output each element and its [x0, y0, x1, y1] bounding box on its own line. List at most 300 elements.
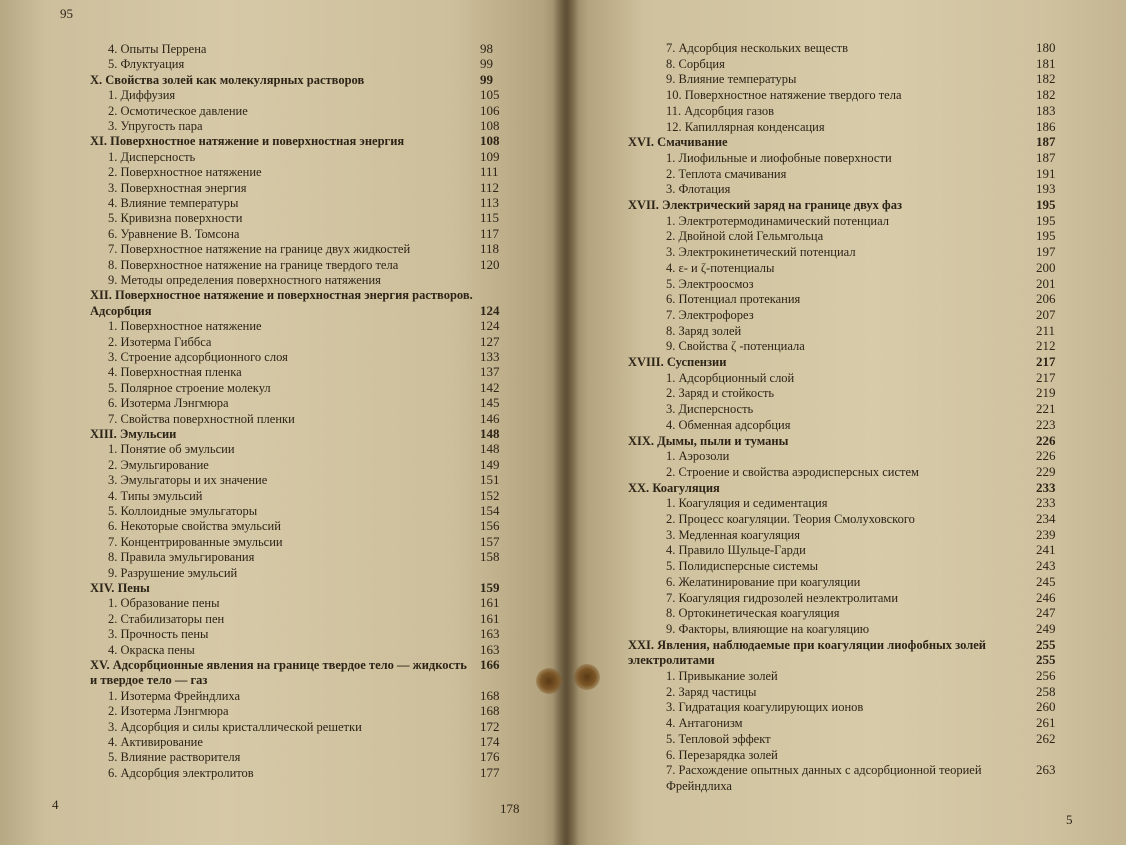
toc-entry-title — [108, 149, 199, 165]
toc-entry — [666, 668, 1056, 684]
toc-entry-text: Понятие об эмульсии — [120, 442, 235, 457]
toc-entry-number: 1. — [666, 669, 676, 683]
toc-entry-page: 124 — [480, 302, 500, 318]
toc-entry-page: 226 — [1036, 448, 1056, 464]
toc-entry-title — [666, 87, 906, 103]
toc-entry-title — [108, 626, 212, 642]
toc-entry-page: 263 — [1036, 762, 1056, 778]
toc-entry-number: 2. — [108, 165, 118, 180]
toc-entry-page: 195 — [1036, 212, 1056, 228]
toc-leader-dots — [264, 765, 474, 781]
toc-entry — [90, 580, 500, 596]
toc-entry-title — [108, 765, 258, 781]
toc-entry-title — [108, 642, 199, 658]
toc-leader-dots — [272, 164, 474, 180]
toc-entry-text: Влияние температуры — [120, 196, 239, 210]
toc-entry-page: 197 — [1036, 244, 1056, 260]
toc-entry-page: 182 — [1036, 71, 1056, 87]
toc-entry-number: 4. — [108, 196, 118, 210]
toc-entry-page: 133 — [480, 349, 500, 364]
toc-entry-page: 172 — [480, 718, 500, 734]
toc-entry-page: 112 — [480, 179, 500, 195]
toc-entry — [666, 542, 1056, 558]
toc-entry-number: 2. — [108, 704, 118, 719]
toc-entry-title — [108, 457, 213, 473]
toc-entry — [108, 718, 500, 735]
toc-leader-dots — [902, 150, 1030, 166]
toc-entry-page: 233 — [1036, 479, 1056, 495]
toc-leader-dots — [781, 731, 1030, 747]
toc-entry-text: Расхождение опытных данных с адсорбционной теорией — [678, 763, 982, 778]
toc-entry-title — [666, 276, 758, 292]
toc-leader-dots — [264, 549, 474, 565]
toc-entry-title — [666, 715, 747, 731]
toc-entry-title — [666, 213, 893, 229]
toc-entry — [108, 195, 500, 211]
toc-entry-text: Адсорбция газов — [684, 103, 775, 118]
toc-entry-text: Коагуляция — [652, 480, 720, 495]
toc-entry — [108, 441, 500, 457]
toc-entry-page: 234 — [1036, 511, 1056, 526]
toc-entry-text: Упругость пара — [120, 119, 203, 133]
right-page — [566, 0, 1126, 845]
toc-entry-page: 109 — [480, 148, 500, 164]
toc-leader-dots — [250, 749, 474, 765]
toc-entry-page: 217 — [1036, 354, 1056, 369]
toc-entry-number: 6. — [108, 519, 118, 534]
toc-entry-page: 156 — [480, 518, 500, 534]
toc-leader-dots — [751, 323, 1030, 339]
toc-entry — [666, 212, 1056, 229]
toc-entry-title — [666, 119, 829, 135]
toc-leader-dots — [788, 668, 1030, 684]
toc-leader-dots — [248, 195, 474, 211]
toc-entry — [666, 291, 1056, 307]
toc-leader-dots — [833, 228, 1030, 244]
toc-entry-text: Заряд золей — [678, 323, 742, 338]
toc-entry-number: XIX. — [628, 433, 655, 448]
toc-entry-text: Активирование — [120, 735, 203, 749]
toc-entry — [90, 71, 493, 88]
toc-entry-number: XI. — [90, 134, 108, 149]
toc-entry-text: Эмульгирование — [120, 457, 209, 472]
toc-entry-page: 99 — [480, 71, 493, 87]
toc-entry — [108, 41, 493, 57]
toc-entry-title — [666, 228, 827, 244]
toc-entry-title — [666, 464, 923, 480]
toc-leader-dots — [219, 457, 474, 473]
toc-leader-dots — [185, 87, 474, 103]
toc-entry — [666, 102, 1056, 119]
toc-entry-title — [666, 574, 864, 590]
toc-entry-text: Ортокинетическая коагуляция — [678, 606, 840, 621]
toc-entry — [628, 636, 1056, 653]
toc-entry-title — [628, 652, 719, 668]
toc-entry — [666, 715, 1056, 731]
toc-entry-title — [666, 103, 778, 119]
toc-entry — [628, 652, 1056, 668]
toc-entry — [666, 699, 1056, 715]
toc-entry-number: 5. — [666, 276, 676, 291]
toc-entry-page: 117 — [480, 225, 500, 241]
toc-entry-page: 108 — [480, 133, 500, 149]
toc-entry — [628, 479, 1056, 496]
toc-entry-number: XIII. — [90, 427, 117, 441]
toc-entry-number: 4. — [108, 42, 118, 56]
toc-entry-page: 187 — [1036, 134, 1056, 150]
toc-entry-number: 2. — [108, 103, 118, 118]
toc-entry-number: 6. — [666, 574, 676, 589]
toc-entry — [666, 275, 1056, 292]
toc-entry-text: Поверхностное натяжение — [120, 165, 262, 180]
toc-entry-title — [666, 731, 775, 747]
stain-left — [536, 668, 562, 694]
toc-entry — [108, 395, 500, 411]
toc-entry-number: 1. — [666, 370, 676, 385]
toc-leader-dots — [420, 241, 474, 257]
toc-entry-text: Методы определения поверхностного натяжения — [120, 273, 381, 287]
toc-entry — [108, 225, 500, 242]
toc-entry-number: 2. — [666, 166, 676, 181]
toc-leader-dots — [252, 364, 474, 380]
toc-leader-dots — [784, 103, 1030, 119]
toc-entry — [666, 244, 1056, 260]
toc-leader-dots — [810, 291, 1030, 307]
toc-entry-text: Теплота смачивания — [678, 166, 787, 181]
toc-entry-number: XV. — [90, 658, 110, 672]
toc-entry-page: 195 — [1036, 197, 1056, 212]
toc-entry-text: Флуктуация — [120, 57, 185, 72]
toc-entry-page: 177 — [480, 764, 500, 780]
toc-entry-title — [666, 401, 757, 417]
toc-leader-dots — [281, 380, 474, 396]
toc-entry-number: 9. — [108, 273, 118, 287]
toc-entry-text: Полидисперсные системы — [678, 559, 819, 574]
toc-entry-text: Обменная адсорбция — [678, 417, 791, 432]
toc-entry-title — [628, 197, 906, 213]
toc-entry-page: 118 — [480, 241, 500, 257]
toc-entry — [108, 379, 500, 396]
toc-entry-page: 195 — [1036, 228, 1056, 244]
toc-entry-number: 1. — [108, 442, 118, 457]
toc-entry-number: 2. — [108, 611, 118, 626]
toc-entry-title — [108, 595, 223, 611]
toc-entry-page: 258 — [1036, 683, 1056, 699]
toc-entry — [108, 764, 500, 781]
toc-entry-title — [666, 323, 745, 339]
toc-entry-number: 1. — [666, 496, 676, 511]
toc-entry-text: Свойства ζ -потенциала — [678, 339, 805, 354]
toc-entry-title — [90, 287, 477, 303]
toc-leader-dots — [205, 149, 474, 165]
toc-entry — [108, 118, 500, 134]
toc-entry-page: 245 — [1036, 573, 1056, 589]
toc-entry-page: 233 — [1036, 495, 1056, 511]
toc-leader-dots — [247, 565, 474, 581]
toc-entry-number: 5. — [108, 504, 118, 518]
toc-entry-number: 8. — [666, 323, 676, 338]
toc-entry-number: 5. — [666, 559, 676, 574]
toc-entry-title — [666, 699, 867, 715]
toc-entry-page: 180 — [1036, 40, 1056, 55]
toc-entry-text: Прочность пены — [120, 627, 209, 642]
toc-entry-page: 201 — [1036, 275, 1056, 291]
toc-entry — [666, 149, 1056, 166]
toc-entry — [628, 197, 1056, 213]
toc-entry-text: Влияние температуры — [678, 72, 797, 87]
toc-entry-text: Желатинирование при коагуляции — [678, 574, 861, 589]
toc-entry — [108, 549, 500, 565]
toc-entry — [108, 164, 499, 180]
toc-entry-number: 5. — [666, 731, 676, 746]
toc-entry-text: Лиофильные и лиофобные поверхности — [678, 150, 892, 165]
toc-entry-number: 1. — [108, 688, 118, 703]
toc-entry-title — [90, 72, 368, 88]
toc-leader-dots — [239, 395, 474, 411]
toc-entry-number: 3. — [666, 182, 676, 197]
toc-entry-page: 206 — [1036, 291, 1056, 307]
toc-entry-text: Фрейндлиха — [666, 778, 732, 793]
toc-leader-dots — [249, 226, 474, 242]
stain-right — [574, 664, 600, 690]
toc-leader-dots — [298, 349, 474, 365]
toc-entry — [666, 87, 1056, 103]
toc-entry-number: 9. — [108, 565, 118, 580]
toc-entry-page: 211 — [1036, 322, 1056, 338]
toc-entry — [666, 40, 1056, 56]
toc-leader-dots — [162, 303, 474, 319]
toc-entry-number: XX. — [628, 480, 650, 495]
toc-leader-dots — [258, 103, 474, 119]
toc-entry-page: 124 — [480, 318, 500, 334]
toc-entry-page: 115 — [480, 210, 500, 226]
toc-entry — [666, 259, 1056, 276]
toc-entry — [666, 306, 1056, 323]
toc-entry-page: 200 — [1036, 259, 1056, 275]
toc-entry-number: 4. — [108, 365, 118, 380]
toc-entry-number: 1. — [108, 319, 118, 334]
toc-entry-title — [108, 441, 239, 457]
toc-leader-dots — [291, 518, 474, 534]
toc-entry-text: Некоторые свойства эмульсий — [120, 519, 281, 534]
toc-entry-page: 142 — [480, 379, 500, 395]
toc-entry-number: 7. — [108, 411, 118, 426]
toc-leader-dots — [815, 338, 1030, 354]
toc-entry-title — [666, 495, 831, 511]
toc-entry-text: Явления, наблюдаемые при коагуляции лиофобных золей — [657, 637, 986, 652]
toc-entry — [90, 672, 488, 688]
toc-entry — [666, 605, 1056, 621]
toc-entry-text: Влияние растворителя — [120, 750, 241, 765]
toc-entry — [666, 526, 1056, 543]
toc-entry-page: 99 — [480, 56, 493, 72]
toc-entry-number: 1. — [108, 149, 118, 164]
toc-entry-number: XVIII. — [628, 355, 664, 369]
toc-entry-title — [108, 87, 179, 103]
toc-entry-page: 207 — [1036, 306, 1056, 322]
toc-entry-text: Опыты Перрена — [120, 42, 207, 56]
toc-entry-page: 157 — [480, 533, 500, 549]
toc-entry-title — [108, 380, 275, 396]
toc-entry-number: 3. — [108, 119, 118, 133]
toc-entry-page: 226 — [1036, 432, 1056, 448]
toc-entry-page: 168 — [480, 703, 500, 719]
toc-leader-dots — [788, 747, 1030, 763]
toc-entry-text: Аэрозоли — [678, 449, 730, 464]
toc-entry-number: 10. — [666, 88, 682, 103]
toc-entry-title — [108, 164, 266, 180]
toc-entry-title — [666, 590, 902, 606]
toc-leader-dots — [414, 133, 474, 149]
toc-entry-page: 255 — [1036, 652, 1056, 668]
toc-leader-dots — [996, 637, 1030, 653]
toc-entry — [666, 55, 1056, 72]
toc-entry-page: 148 — [480, 426, 500, 441]
toc-entry-number: 9. — [666, 621, 676, 636]
toc-entry-text: Типы эмульсий — [120, 488, 203, 503]
toc-entry-page: 256 — [1036, 668, 1056, 683]
toc-entry-number: 7. — [108, 534, 118, 549]
toc-entry — [666, 369, 1056, 386]
toc-entry-text: Заряд частицы — [678, 684, 757, 699]
toc-entry-text: Строение и свойства аэродисперсных систем — [678, 464, 919, 479]
toc-entry-page: 163 — [480, 626, 500, 642]
toc-leader-dots — [725, 652, 1030, 668]
toc-entry-title — [666, 291, 804, 307]
toc-entry-page: 152 — [480, 487, 500, 503]
toc-entry-number: 6. — [666, 292, 676, 307]
toc-leader-dots — [810, 527, 1030, 543]
toc-entry-title — [108, 334, 215, 350]
toc-leader-dots — [277, 472, 474, 488]
toc-entry-title — [666, 762, 986, 778]
toc-entry-number: XIV. — [90, 581, 115, 595]
toc-entry-page: 249 — [1036, 620, 1056, 636]
right-folio: 5 — [1066, 812, 1073, 827]
toc-entry-text: ε- и ζ-потенциалы — [678, 260, 775, 275]
toc-entry-page: 106 — [480, 102, 500, 118]
toc-entry-number: 7. — [666, 307, 676, 322]
toc-entry-page: 161 — [480, 610, 500, 626]
toc-entry-text: Электрокинетический потенциал — [678, 245, 856, 260]
toc-leader-dots — [217, 672, 474, 688]
toc-entry-page: 151 — [480, 472, 500, 488]
toc-leader-dots — [160, 580, 474, 596]
toc-leader-dots — [800, 417, 1030, 433]
toc-entry-title — [108, 180, 250, 196]
toc-entry-text: Потенциал протекания — [678, 292, 801, 307]
toc-entry — [108, 349, 500, 365]
toc-entry-text: Образование пены — [120, 596, 220, 611]
toc-entry-text: Изотерма Гиббса — [120, 334, 212, 349]
toc-entry — [108, 487, 500, 504]
left-folio: 4 — [52, 797, 59, 812]
toc-leader-dots — [245, 441, 474, 457]
toc-entry-page: 219 — [1036, 385, 1056, 401]
toc-entry-number: 6. — [108, 396, 118, 411]
toc-leader-dots — [879, 621, 1030, 637]
toc-leader-dots — [929, 464, 1030, 480]
toc-entry-title — [628, 480, 724, 496]
toc-leader-dots — [763, 401, 1030, 417]
toc-entry-text: Поверхностная пленка — [120, 365, 242, 380]
toc-entry-page: 221 — [1036, 401, 1056, 417]
toc-entry — [666, 71, 1056, 87]
toc-entry-number: 3. — [666, 245, 676, 260]
toc-entry-page: 154 — [480, 503, 500, 518]
toc-entry-page: 181 — [1036, 55, 1056, 71]
toc-entry-title — [666, 684, 760, 700]
toc-entry — [108, 56, 493, 72]
toc-entry-text: Полярное строение молекул — [120, 380, 271, 395]
toc-entry-page: 241 — [1036, 542, 1056, 558]
toc-entry-text: Гидратация коагулирующих ионов — [678, 700, 864, 715]
toc-entry-text: Поверхностное натяжение — [120, 319, 262, 334]
toc-entry-title — [108, 210, 246, 226]
toc-entry — [108, 472, 500, 488]
toc-leader-dots — [252, 210, 474, 226]
toc-leader-dots — [408, 257, 474, 273]
toc-entry — [666, 322, 1056, 339]
toc-entry-text: Медленная коагуляция — [678, 527, 800, 542]
toc-entry — [628, 354, 1056, 370]
toc-entry-title — [108, 518, 285, 534]
toc-entry-number: 4. — [108, 488, 118, 503]
toc-leader-dots — [858, 40, 1030, 56]
toc-entry-number: X. — [90, 72, 103, 87]
toc-entry — [108, 703, 500, 719]
toc-entry — [108, 749, 500, 765]
toc-entry — [666, 463, 1056, 480]
toc-entry-text: Изотерма Лэнгмюра — [120, 704, 229, 719]
toc-entry-number: 3. — [666, 402, 676, 417]
toc-entry — [108, 87, 500, 103]
toc-entry-number: 1. — [666, 213, 676, 228]
toc-entry — [666, 448, 1056, 464]
toc-entry-title — [666, 542, 810, 558]
toc-entry-title — [108, 688, 244, 704]
toc-leader-dots — [186, 426, 474, 442]
toc-leader-dots — [784, 385, 1030, 401]
toc-entry-text: Адсорбционный слой — [678, 370, 795, 385]
toc-entry-text: Капиллярная конденсация — [684, 119, 825, 134]
toc-entry-number: 5. — [108, 380, 118, 395]
toc-entry-text: Осмотическое давление — [120, 103, 248, 118]
toc-entry-text: Изотерма Фрейндлиха — [120, 688, 241, 703]
toc-entry-text: Разрушение эмульсий — [120, 565, 238, 580]
toc-entry-title — [90, 657, 471, 673]
toc-entry-page: 247 — [1036, 605, 1056, 621]
toc-entry-title — [628, 354, 730, 370]
toc-entry-text: Сорбция — [678, 56, 725, 71]
toc-entry — [108, 272, 488, 288]
toc-entry-title — [108, 734, 207, 750]
toc-entry-number: 4. — [108, 735, 118, 749]
toc-entry-number: 9. — [666, 72, 676, 87]
toc-entry-number: 2. — [666, 386, 676, 401]
toc-entry-text: Диффузия — [120, 88, 176, 103]
toc-leader-dots — [804, 370, 1030, 386]
toc-entry — [108, 503, 500, 519]
toc-leader-dots — [267, 503, 474, 519]
toc-leader-dots — [735, 56, 1030, 72]
toc-leader-dots — [229, 595, 474, 611]
toc-entry-number: 6. — [108, 226, 118, 241]
toc-entry-number: XII. — [90, 288, 112, 303]
toc-entry-text: Дымы, пыли и туманы — [657, 433, 789, 448]
toc-entry-number: 11. — [666, 103, 682, 118]
toc-entry — [108, 533, 500, 550]
